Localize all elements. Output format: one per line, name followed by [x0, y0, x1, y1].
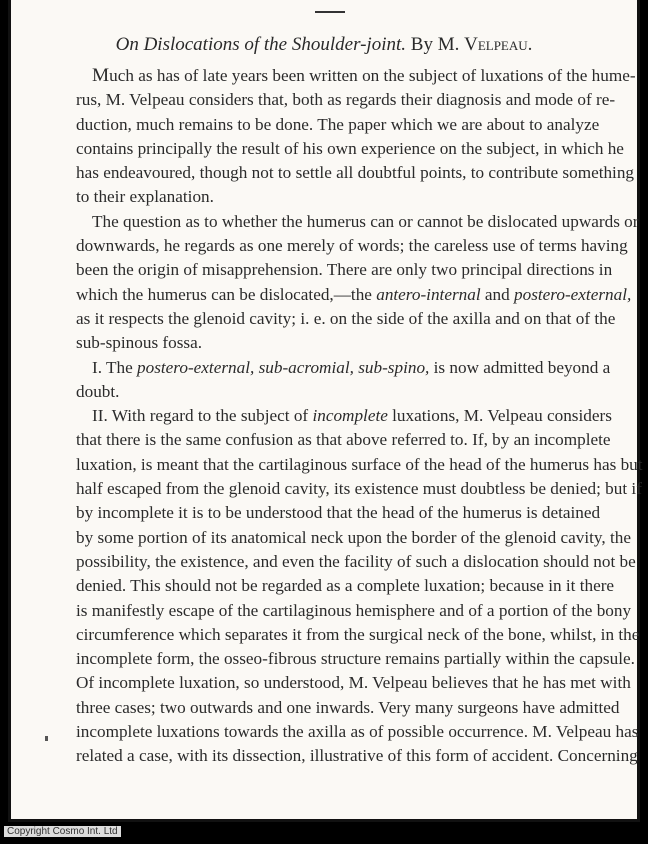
text-run: to their explanation.: [76, 187, 214, 207]
text-line: [76, 88, 616, 112]
text-run: as it respects the glenoid cavity; i. e. on the side of the axilla and on that of the: [76, 308, 616, 328]
text-line: [76, 599, 632, 623]
italic-term: postero-external, sub-acromial, sub-spino,: [137, 357, 430, 377]
italic-term: antero-internal: [376, 284, 481, 304]
text-line: [76, 234, 628, 258]
text-line: [76, 331, 592, 355]
text-line: [76, 307, 616, 331]
text-line: [76, 137, 624, 161]
text-run: I. The: [92, 357, 138, 377]
text-line: [76, 64, 636, 88]
text-run: by some portion of its anatomical neck upon the border of the glenoid cavity, the: [76, 527, 631, 547]
text-line: [76, 526, 631, 550]
text-line: [76, 356, 611, 380]
text-run: as has of late years been written on the subject of luxations of the hume-: [133, 66, 636, 85]
text-line: [76, 453, 643, 477]
text-line: [76, 428, 611, 452]
text-line: [76, 501, 601, 525]
text-run: circumference which separates it from the surgical neck of the bone, whilst, in the: [76, 624, 640, 644]
text-run: been the origin of misapprehension. There are only two principal directions in: [76, 260, 613, 280]
title-by: By M.: [410, 34, 460, 55]
text-line: [76, 380, 592, 404]
text-run: contains principally the result of his own experience on the subject, in which he: [76, 138, 624, 158]
text-run: and: [480, 284, 515, 304]
text-line: [76, 744, 638, 768]
title-italic: On Dislocations of the Shoulder-joint.: [115, 34, 407, 55]
text-line: [76, 550, 636, 574]
text-line: [76, 623, 640, 647]
text-line: [76, 574, 615, 598]
margin-mark: [45, 736, 48, 741]
text-line: [76, 720, 639, 744]
text-run: three cases; two outwards and one inwards. Very many surgeons have admitted: [76, 697, 620, 717]
text-line: [76, 477, 642, 501]
text-line: [76, 647, 635, 671]
title-author: Velpeau.: [464, 34, 533, 55]
text-run: is now admitted beyond a: [429, 357, 611, 377]
text-line: [76, 210, 639, 234]
text-run: luxation, is meant that the cartilaginous surface of the head of the humerus has but: [76, 454, 643, 474]
text-line: [76, 404, 612, 428]
text-run: incomplete luxations towards the axilla as of possible occurrence. M. Velpeau has: [76, 722, 639, 742]
text-run: II. With regard to the subject of: [92, 406, 313, 426]
text-line: [76, 696, 620, 720]
text-run: duction, much remains to be done. The paper which we are about to analyze: [76, 114, 600, 134]
text-run: uch: [109, 66, 134, 85]
text-line: [76, 283, 632, 307]
top-rule: [315, 11, 345, 13]
text-run: which the humerus can be dislocated,—the: [76, 284, 377, 304]
text-run: that there is the same confusion as that above referred to. If, by an incomplete: [76, 430, 611, 450]
text-run: rus, M. Velpeau considers that, both as regards their diagnosis and mode of re-: [76, 90, 616, 110]
article-body: [76, 64, 643, 769]
article-title: [0, 34, 648, 56]
text-run: luxations, M. Velpeau considers: [387, 406, 612, 426]
text-run: sub-spinous fossa.: [76, 333, 203, 353]
text-run: related a case, with its dissection, illustrative of this form of accident. Concerning: [76, 746, 638, 766]
text-line: [76, 671, 631, 695]
italic-term: incomplete: [312, 406, 388, 426]
text-line: [76, 258, 613, 282]
italic-term: postero-external,: [514, 284, 632, 304]
text-run: The question as to whether the humerus can or cannot be dislocated upwards or: [92, 211, 639, 231]
text-line: [76, 185, 592, 209]
text-run: possibility, the existence, and even the facility of such a dislocation should not be: [76, 551, 636, 571]
text-run: doubt.: [76, 381, 120, 401]
text-run: M: [92, 65, 110, 86]
text-line: [76, 161, 635, 185]
copyright-notice: Copyright Cosmo Int. Ltd: [4, 826, 121, 837]
text-run: half escaped from the glenoid cavity, its existence must doubtless be denied; but if: [76, 479, 642, 499]
text-line: [76, 113, 600, 137]
text-run: has endeavoured, though not to settle all doubtful points, to contribute something: [76, 163, 635, 183]
text-run: is manifestly escape of the cartilaginous hemisphere and of a portion of the bony: [76, 600, 632, 620]
text-run: downwards, he regards as one merely of words; the careless use of terms having: [76, 236, 628, 256]
text-run: Of incomplete luxation, so understood, M. Velpeau believes that he has met with: [76, 673, 631, 693]
text-run: by incomplete it is to be understood that the head of the humerus is detained: [76, 503, 601, 523]
text-run: denied. This should not be regarded as a complete luxation; because in it there: [76, 576, 615, 596]
text-run: incomplete form, the osseo-fibrous structure remains partially within the capsule.: [76, 649, 635, 669]
